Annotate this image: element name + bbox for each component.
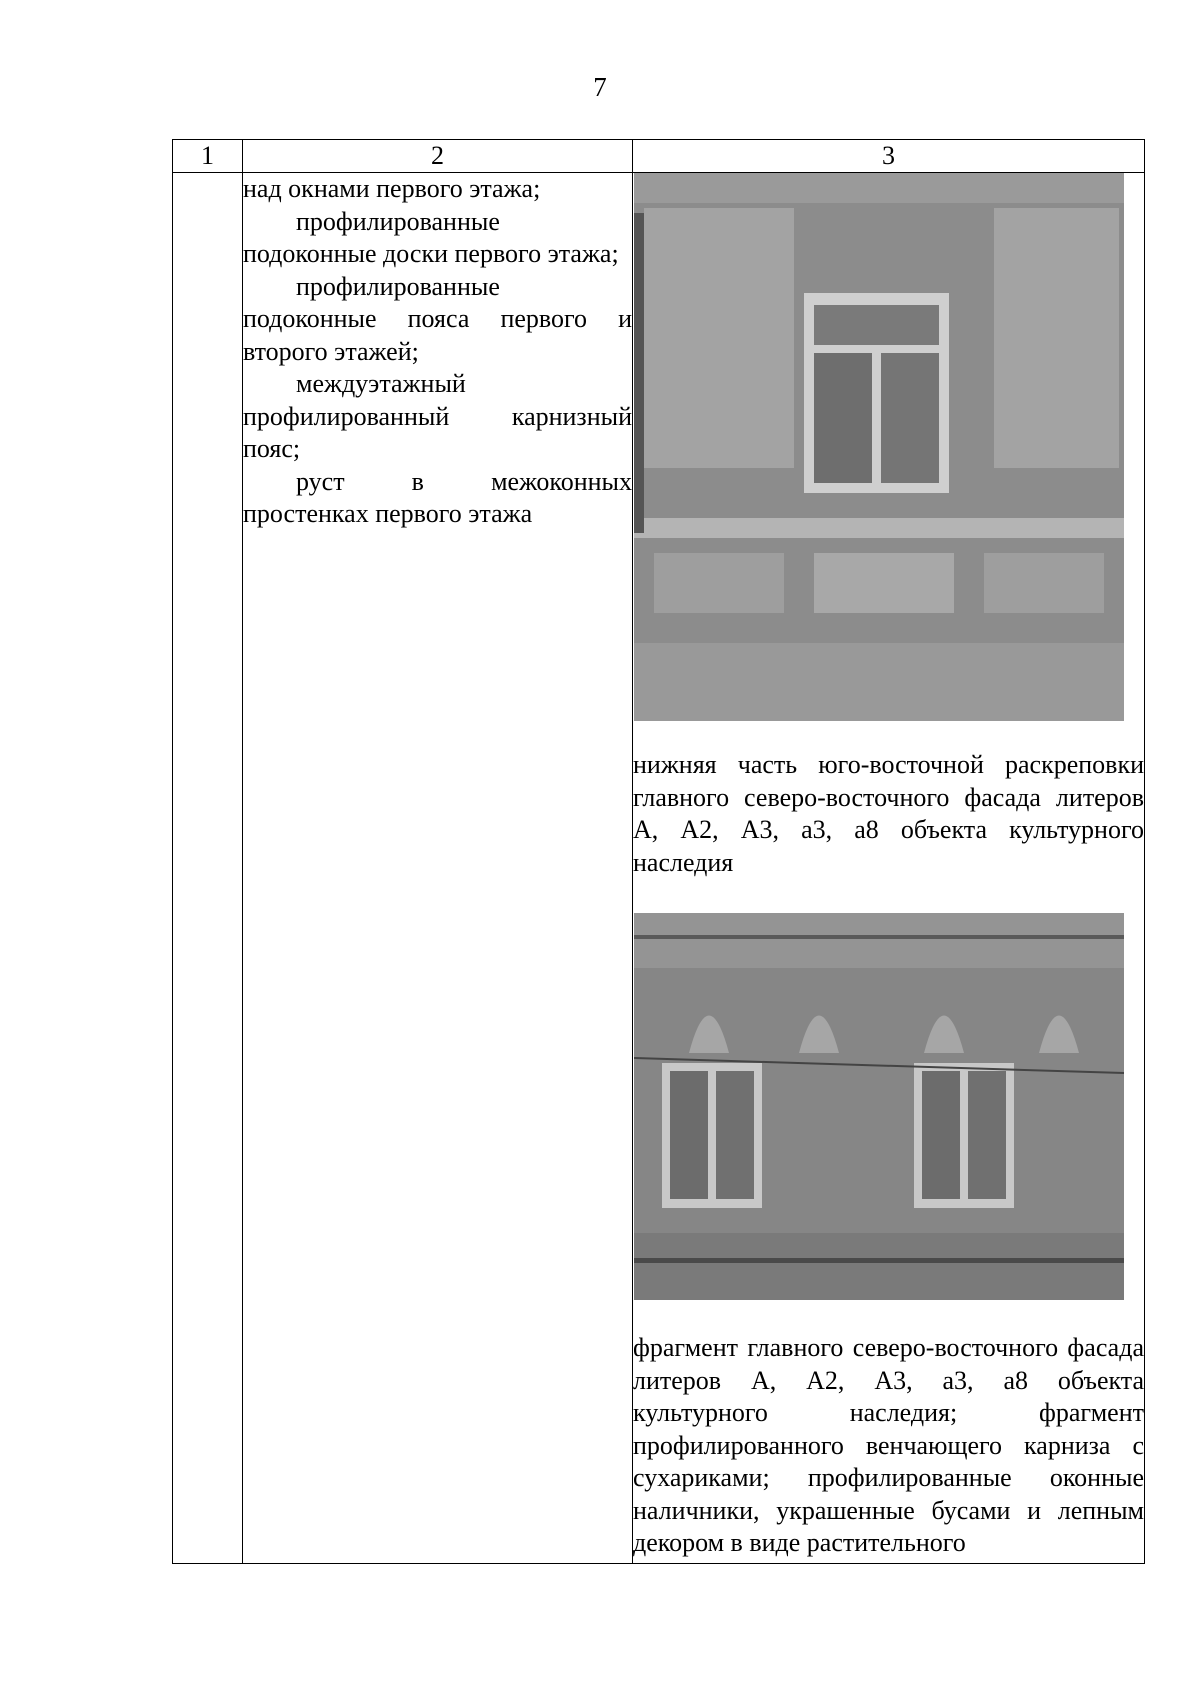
photo-1-caption: нижняя часть юго-восточной раскреповки главного северо-восточного фасада литеров А, А2, А3, а3, а8 объекта культурного наследия: [633, 750, 1144, 877]
header-col-3: 3: [633, 140, 1145, 173]
header-col-1: 1: [173, 140, 243, 173]
facade-fragment-photo: [634, 913, 1124, 1300]
table-header-row: [173, 140, 1145, 173]
description-item: междуэтажный профилированный карнизный пояс;: [243, 369, 632, 463]
description-item: профилированные подоконные пояса первого и второго этажей;: [243, 271, 632, 366]
page-number: 7: [593, 72, 607, 102]
row-number-cell: [173, 173, 243, 1564]
description-line: над окнами первого этажа;: [243, 174, 541, 203]
heritage-table: [172, 139, 1145, 1564]
description-item: руст в межоконных простенках первого этажа: [243, 466, 632, 528]
table-row: [173, 173, 1145, 1564]
photo-2-caption: фрагмент главного северо-восточного фасада литеров А, А2, А3, а3, а8 объекта культурного наследия; фрагмент профилированного венчающего карниза с сухариками; профилированные оконные наличники, украшенные бусами и лепным декором в виде растительного: [633, 1333, 1144, 1557]
elements-description-cell: [243, 173, 633, 1564]
description-item: профилированные подоконные доски первого этажа;: [243, 206, 619, 268]
photo-cell: [633, 173, 1145, 1564]
header-col-2: 2: [243, 140, 633, 173]
facade-window-photo: [634, 173, 1124, 721]
